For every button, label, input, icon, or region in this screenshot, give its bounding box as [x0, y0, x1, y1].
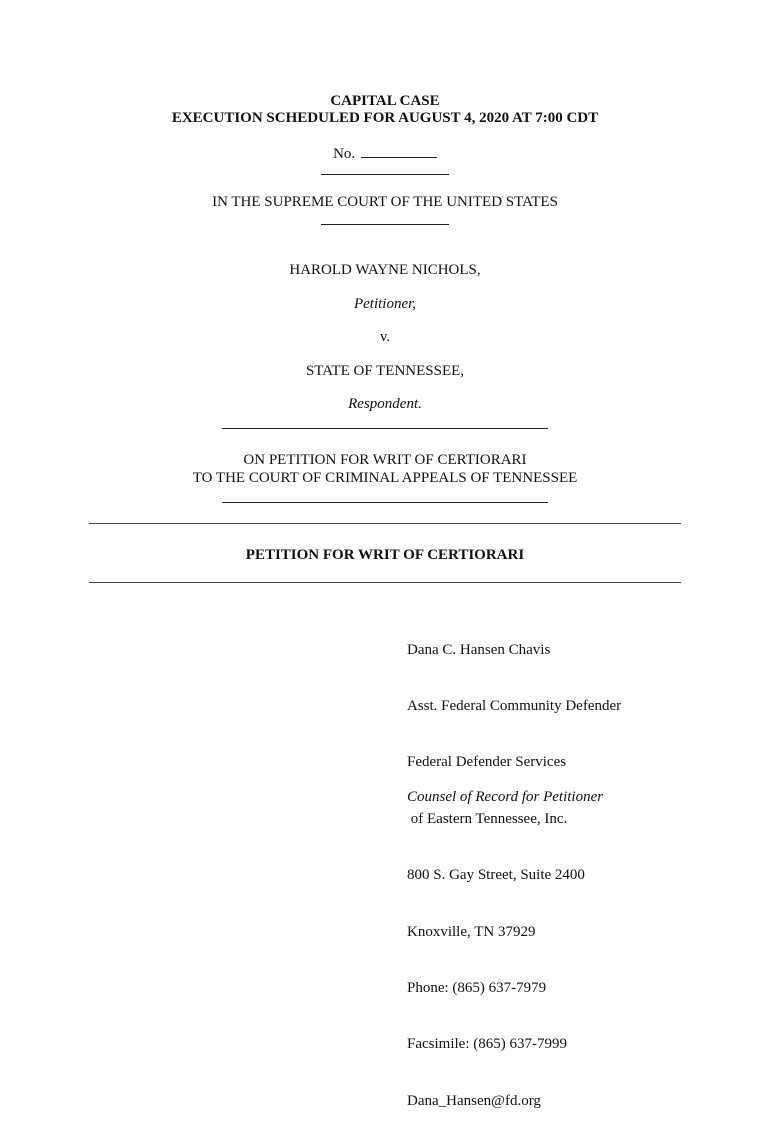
petitioner-role: Petitioner,	[353, 296, 417, 312]
title-rule-top	[89, 523, 681, 524]
divider-short-2	[321, 224, 449, 225]
counsel-street-address: 800 S. Gay Street, Suite 2400	[407, 867, 585, 884]
court-name: IN THE SUPREME COURT OF THE UNITED STATES	[212, 194, 558, 210]
divider-medium-1	[222, 428, 548, 429]
counsel-title: Asst. Federal Community Defender	[407, 697, 622, 714]
respondent-role: Respondent.	[348, 396, 422, 412]
divider-short-1	[321, 174, 449, 175]
capital-case-heading: CAPITAL CASE	[330, 93, 440, 109]
respondent-name: STATE OF TENNESSEE,	[305, 363, 465, 379]
counsel-organization-cont: of Eastern Tennessee, Inc.	[407, 810, 568, 827]
counsel-facsimile: Facsimile: (865) 637-7999	[407, 1036, 567, 1053]
execution-notice: EXECUTION SCHEDULED FOR AUGUST 4, 2020 AT 7:00 CDT	[171, 110, 599, 126]
petitioner-name: HAROLD WAYNE NICHOLS,	[289, 262, 481, 278]
counsel-role: Counsel of Record for Petitioner	[407, 789, 604, 805]
document-title: PETITION FOR WRIT OF CERTIORARI	[245, 547, 525, 563]
counsel-city-state: Knoxville, TN 37929	[407, 923, 536, 940]
counsel-email: Dana_Hansen@fd.org	[407, 1092, 541, 1109]
divider-medium-2	[222, 502, 548, 503]
docket-blank-line	[361, 145, 437, 158]
counsel-block	[407, 603, 621, 1148]
title-rule-bottom	[89, 582, 681, 583]
writ-line-1: ON PETITION FOR WRIT OF CERTIORARI	[243, 452, 527, 468]
counsel-organization: Federal Defender Services	[407, 754, 567, 771]
docket-label: No.	[333, 146, 356, 162]
counsel-phone: Phone: (865) 637-7979	[407, 979, 547, 996]
writ-line-2: TO THE COURT OF CRIMINAL APPEALS OF TENNESSEE	[192, 470, 578, 486]
versus: v.	[379, 329, 391, 345]
docket-number	[0, 145, 770, 163]
counsel-name: Dana C. Hansen Chavis	[407, 641, 551, 658]
